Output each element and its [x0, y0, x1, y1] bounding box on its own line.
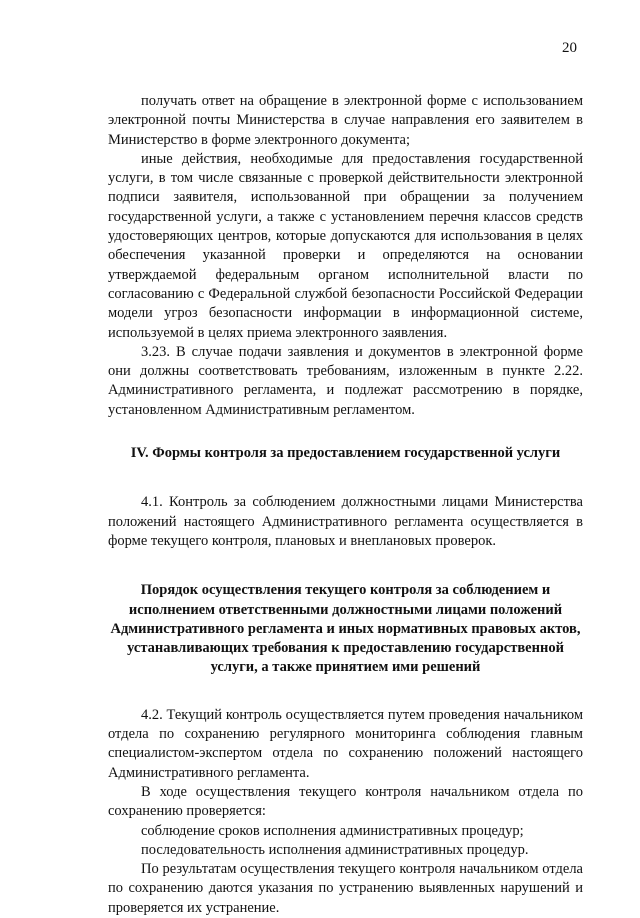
paragraph-electronic-reply: получать ответ на обращение в электронной форме с использованием электронной почты Министерства в случае направления его заявителем в Министерство в форме электронного документа;: [108, 93, 583, 148]
paragraph-checked: В ходе осуществления текущего контроля начальником отдела по сохранению проверяется:: [108, 783, 583, 820]
page-number: 20: [562, 40, 577, 56]
page-content: [108, 68, 583, 918]
subsection-heading-current-control: Порядок осуществления текущего контроля за соблюдением и исполнением ответственными должностными лицами положений Административного регламента и иных нормативных правовых актов, устанавливающих требования к предоставлению государственной услуги, а также принятием ими решений: [110, 582, 581, 676]
list-item-deadlines: соблюдение сроков исполнения административных процедур;: [141, 822, 524, 839]
list-item-sequence: последовательность исполнения административных процедур.: [141, 841, 529, 858]
paragraph-3-23: 3.23. В случае подачи заявления и документов в электронной форме они должны соответствовать требованиям, изложенным в пункте 2.22. Административного регламента, и подлежат рассмотрению в порядке, установленном Административным регламентом.: [108, 343, 583, 418]
paragraph-results: По результатам осуществления текущего контроля начальником отдела по сохранению даются указания по устранению выявленных нарушений и проверяется их устранение.: [108, 861, 583, 916]
paragraph-other-actions: иные действия, необходимые для предоставления государственной услуги, в том числе связанные с проверкой действительности электронной подписи заявителя, использованной при обращении за получением государственной услуги, а также с установлением перечня классов средств удостоверяющих центров, которые допускаются для использования в целях обеспечения указанной проверки и определяются на основании утверждаемой федеральным органом исполнительной власти по согласованию с Федеральной службой безопасности Российской Федерации модели угроз безопасности информации в информационной системе, используемой в целях приема электронного заявления.: [108, 150, 583, 341]
paragraph-4-2: 4.2. Текущий контроль осуществляется путем проведения начальником отдела по сохранению регулярного мониторинга соблюдения главным специалистом-экспертом отдела по сохранению положений настоящего Административного регламента.: [108, 706, 583, 781]
section-heading-iv: IV. Формы контроля за предоставлением государственной услуги: [130, 445, 561, 462]
paragraph-4-1: 4.1. Контроль за соблюдением должностными лицами Министерства положений настоящего Административного регламента осуществляется в форме текущего контроля, плановых и внеплановых проверок.: [108, 494, 583, 549]
